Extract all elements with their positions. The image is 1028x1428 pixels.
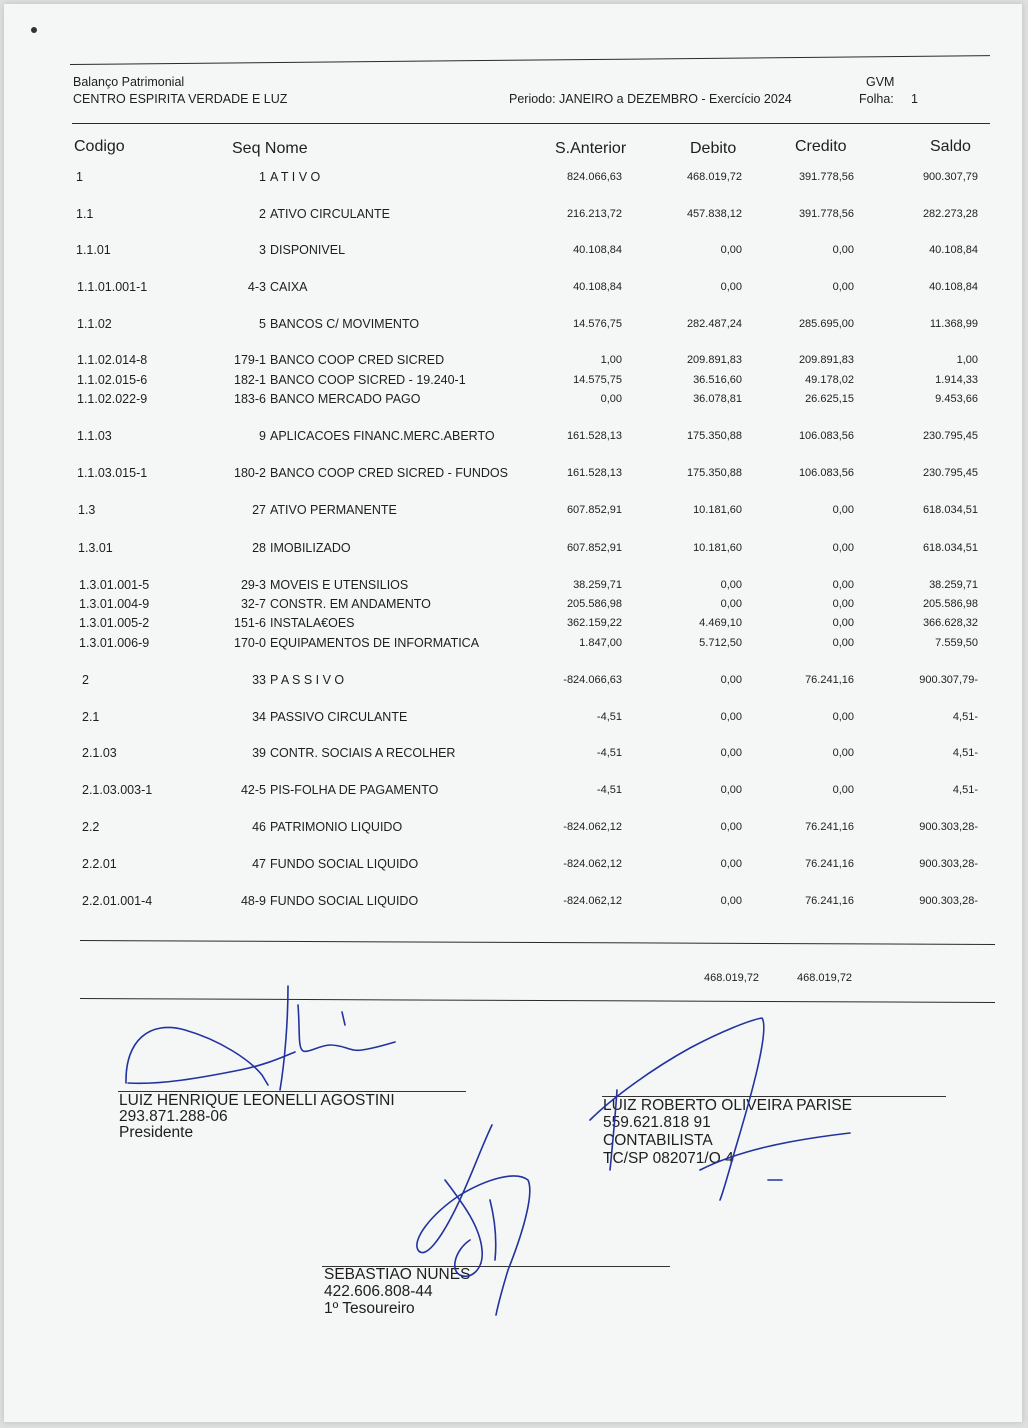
accountant-role: CONTABILISTA bbox=[603, 1132, 713, 1149]
previous-balance: 607.852,91 bbox=[566, 504, 622, 516]
accountant-id: 559.621.818 91 bbox=[603, 1114, 711, 1131]
account-name: CAIXA bbox=[270, 280, 308, 294]
balance-value: 900.303,28- bbox=[919, 858, 978, 870]
account-code: 1.1.03 bbox=[77, 429, 112, 443]
balance-value: 40.108,84 bbox=[929, 244, 978, 256]
account-name: CONTR. SOCIAIS A RECOLHER bbox=[270, 746, 456, 760]
balance-value: 4,51- bbox=[952, 747, 978, 759]
table-row bbox=[0, 353, 1028, 369]
account-name: CONSTR. EM ANDAMENTO bbox=[270, 597, 431, 611]
account-seq: 5 bbox=[259, 317, 266, 331]
account-seq: 183-6 bbox=[234, 392, 266, 406]
credit-value: 0,00 bbox=[832, 747, 854, 759]
report-title: Balanço Patrimonial bbox=[73, 75, 185, 89]
account-code: 1 bbox=[76, 170, 83, 184]
account-code: 1.1.03.015-1 bbox=[77, 466, 148, 480]
account-code: 2.1.03.003-1 bbox=[82, 783, 153, 797]
account-code: 1.3 bbox=[78, 503, 96, 517]
accountant-name: LUIZ ROBERTO OLIVEIRA PARISE bbox=[603, 1097, 852, 1114]
credit-value: 391.778,56 bbox=[798, 171, 854, 183]
balance-value: 282.273,28 bbox=[922, 208, 978, 220]
account-seq: 34 bbox=[252, 710, 266, 724]
credit-value: 0,00 bbox=[832, 281, 854, 293]
punch-mark bbox=[31, 27, 37, 33]
table-row bbox=[0, 243, 1028, 259]
president-id: 293.871.288-06 bbox=[119, 1108, 228, 1125]
credit-value: 0,00 bbox=[832, 711, 854, 723]
debit-value: 10.181,60 bbox=[693, 542, 742, 554]
previous-balance: -4,51 bbox=[596, 747, 622, 759]
credit-value: 209.891,83 bbox=[798, 354, 854, 366]
debit-value: 282.487,24 bbox=[686, 318, 742, 330]
debit-value: 0,00 bbox=[720, 858, 742, 870]
account-name: APLICACOES FINANC.MERC.ABERTO bbox=[270, 429, 495, 443]
header-bottom-rule bbox=[72, 123, 990, 124]
debit-value: 4.469,10 bbox=[699, 617, 742, 629]
credit-value: 106.083,56 bbox=[798, 430, 854, 442]
table-row bbox=[0, 503, 1028, 519]
account-code: 2.1.03 bbox=[82, 746, 117, 760]
balance-value: 1.914,33 bbox=[935, 374, 978, 386]
previous-balance: 40.108,84 bbox=[573, 244, 622, 256]
debit-value: 0,00 bbox=[720, 244, 742, 256]
account-seq: 29-3 bbox=[240, 578, 266, 592]
account-name: EQUIPAMENTOS DE INFORMATICA bbox=[270, 636, 480, 650]
account-name: ATIVO PERMANENTE bbox=[270, 503, 397, 517]
previous-balance: -824.066,63 bbox=[563, 674, 622, 686]
table-row bbox=[0, 783, 1028, 799]
table-row bbox=[0, 894, 1028, 910]
account-code: 2.2 bbox=[82, 820, 100, 834]
account-seq: 33 bbox=[252, 673, 266, 687]
account-code: 1.1.02.015-6 bbox=[77, 373, 148, 387]
table-row bbox=[0, 207, 1028, 223]
account-seq: 4-3 bbox=[247, 280, 266, 294]
debit-value: 0,00 bbox=[720, 784, 742, 796]
table-row bbox=[0, 429, 1028, 445]
total-credit: 468.019,72 bbox=[797, 972, 853, 984]
account-name: FUNDO SOCIAL LIQUIDO bbox=[270, 857, 419, 871]
credit-value: 285.695,00 bbox=[798, 318, 854, 330]
balance-value: 900.307,79- bbox=[919, 674, 978, 686]
previous-balance: 0,00 bbox=[600, 393, 622, 405]
previous-balance: 14.575,75 bbox=[573, 374, 622, 386]
credit-value: 0,00 bbox=[832, 504, 854, 516]
debit-value: 0,00 bbox=[720, 711, 742, 723]
previous-balance: 14.576,75 bbox=[573, 318, 622, 330]
credit-value: 76.241,16 bbox=[805, 674, 854, 686]
account-seq: 32-7 bbox=[240, 597, 266, 611]
balance-value: 900.307,79 bbox=[922, 171, 978, 183]
report-code: GVM bbox=[866, 75, 895, 89]
balance-value: 900.303,28- bbox=[919, 895, 978, 907]
previous-balance: 161.528,13 bbox=[566, 467, 622, 479]
credit-value: 0,00 bbox=[832, 542, 854, 554]
account-seq: 182-1 bbox=[234, 373, 266, 387]
table-row bbox=[0, 597, 1028, 613]
col-header-seq-name: Seq Nome bbox=[232, 140, 308, 157]
treasurer-id: 422.606.808-44 bbox=[324, 1283, 433, 1300]
credit-value: 0,00 bbox=[832, 598, 854, 610]
previous-balance: 161.528,13 bbox=[566, 430, 622, 442]
account-seq: 9 bbox=[259, 429, 266, 443]
credit-value: 0,00 bbox=[832, 637, 854, 649]
account-code: 1.1.02 bbox=[77, 317, 112, 331]
account-name: A T I V O bbox=[270, 170, 321, 184]
previous-balance: 362.159,22 bbox=[566, 617, 622, 629]
table-row bbox=[0, 466, 1028, 482]
credit-value: 49.178,02 bbox=[805, 374, 854, 386]
balance-value: 4,51- bbox=[952, 784, 978, 796]
president-name: LUIZ HENRIQUE LEONELLI AGOSTINI bbox=[119, 1092, 395, 1109]
debit-value: 0,00 bbox=[720, 747, 742, 759]
previous-balance: 1,00 bbox=[600, 354, 622, 366]
debit-value: 36.078,81 bbox=[693, 393, 742, 405]
debit-value: 209.891,83 bbox=[686, 354, 742, 366]
debit-value: 175.350,88 bbox=[686, 467, 742, 479]
table-row bbox=[0, 710, 1028, 726]
account-code: 2 bbox=[82, 673, 89, 687]
table-row bbox=[0, 636, 1028, 652]
treasurer-name: SEBASTIAO NUNES bbox=[324, 1266, 471, 1283]
account-name: PATRIMONIO LIQUIDO bbox=[270, 820, 403, 834]
account-code: 1.1.01 bbox=[76, 243, 111, 257]
col-header-credit: Credito bbox=[795, 138, 847, 155]
account-name: DISPONIVEL bbox=[270, 243, 346, 257]
account-name: BANCO COOP CRED SICRED - FUNDOS bbox=[270, 466, 508, 480]
account-code: 1.1.02.014-8 bbox=[77, 353, 148, 367]
credit-value: 0,00 bbox=[832, 579, 854, 591]
account-name: BANCO MERCADO PAGO bbox=[270, 392, 421, 406]
account-seq: 42-5 bbox=[240, 783, 266, 797]
debit-value: 10.181,60 bbox=[693, 504, 742, 516]
account-seq: 48-9 bbox=[240, 894, 266, 908]
table-row bbox=[0, 541, 1028, 557]
credit-value: 26.625,15 bbox=[805, 393, 854, 405]
previous-balance: -4,51 bbox=[596, 711, 622, 723]
account-code: 1.3.01.004-9 bbox=[79, 597, 150, 611]
account-seq: 1 bbox=[259, 170, 266, 184]
previous-balance: 40.108,84 bbox=[573, 281, 622, 293]
table-row bbox=[0, 170, 1028, 186]
account-code: 2.1 bbox=[82, 710, 100, 724]
account-seq: 27 bbox=[252, 503, 266, 517]
credit-value: 76.241,16 bbox=[805, 821, 854, 833]
balance-value: 1,00 bbox=[956, 354, 978, 366]
account-seq: 170-0 bbox=[234, 636, 266, 650]
account-seq: 179-1 bbox=[234, 353, 266, 367]
table-row bbox=[0, 373, 1028, 389]
balance-value: 366.628,32 bbox=[922, 617, 978, 629]
credit-value: 76.241,16 bbox=[805, 895, 854, 907]
account-code: 2.2.01.001-4 bbox=[82, 894, 153, 908]
entity-name: CENTRO ESPIRITA VERDADE E LUZ bbox=[73, 92, 288, 106]
balance-value: 618.034,51 bbox=[922, 542, 978, 554]
debit-value: 0,00 bbox=[720, 674, 742, 686]
credit-value: 76.241,16 bbox=[805, 858, 854, 870]
previous-balance: -4,51 bbox=[596, 784, 622, 796]
debit-value: 0,00 bbox=[720, 598, 742, 610]
debit-value: 0,00 bbox=[720, 281, 742, 293]
balance-value: 900.303,28- bbox=[919, 821, 978, 833]
table-row bbox=[0, 616, 1028, 632]
table-row bbox=[0, 746, 1028, 762]
account-name: IMOBILIZADO bbox=[270, 541, 351, 555]
balance-value: 230.795,45 bbox=[922, 467, 978, 479]
credit-value: 0,00 bbox=[832, 784, 854, 796]
balance-value: 230.795,45 bbox=[922, 430, 978, 442]
account-seq: 47 bbox=[252, 857, 266, 871]
debit-value: 0,00 bbox=[720, 895, 742, 907]
account-seq: 28 bbox=[252, 541, 266, 555]
credit-value: 391.778,56 bbox=[798, 208, 854, 220]
account-code: 1.3.01 bbox=[78, 541, 113, 555]
account-code: 2.2.01 bbox=[82, 857, 117, 871]
previous-balance: 824.066,63 bbox=[566, 171, 622, 183]
previous-balance: -824.062,12 bbox=[563, 858, 622, 870]
credit-value: 0,00 bbox=[832, 244, 854, 256]
account-name: PIS-FOLHA DE PAGAMENTO bbox=[270, 783, 439, 797]
debit-value: 0,00 bbox=[720, 579, 742, 591]
account-seq: 46 bbox=[252, 820, 266, 834]
balance-value: 9.453,66 bbox=[935, 393, 978, 405]
report-period: Periodo: JANEIRO a DEZEMBRO - Exercício 2024 bbox=[509, 92, 792, 106]
previous-balance: 216.213,72 bbox=[566, 208, 622, 220]
account-name: PASSIVO CIRCULANTE bbox=[270, 710, 408, 724]
debit-value: 457.838,12 bbox=[686, 208, 742, 220]
account-code: 1.3.01.006-9 bbox=[79, 636, 150, 650]
account-seq: 3 bbox=[259, 243, 266, 257]
debit-value: 468.019,72 bbox=[686, 171, 742, 183]
table-row bbox=[0, 857, 1028, 873]
table-row bbox=[0, 317, 1028, 333]
account-seq: 151-6 bbox=[234, 616, 266, 630]
table-row bbox=[0, 578, 1028, 594]
previous-balance: 205.586,98 bbox=[566, 598, 622, 610]
col-header-debit: Debito bbox=[690, 140, 737, 157]
account-name: BANCO COOP CRED SICRED bbox=[270, 353, 445, 367]
balance-value: 205.586,98 bbox=[922, 598, 978, 610]
debit-value: 0,00 bbox=[720, 821, 742, 833]
account-name: P A S S I V O bbox=[270, 673, 345, 687]
sheet-label: Folha: bbox=[859, 92, 894, 106]
sheet-number: 1 bbox=[911, 92, 918, 106]
treasurer-role: 1º Tesoureiro bbox=[324, 1300, 415, 1317]
table-row bbox=[0, 392, 1028, 408]
account-code: 1.1.01.001-1 bbox=[77, 280, 148, 294]
account-name: FUNDO SOCIAL LIQUIDO bbox=[270, 894, 419, 908]
account-seq: 2 bbox=[259, 207, 266, 221]
previous-balance: 38.259,71 bbox=[573, 579, 622, 591]
previous-balance: -824.062,12 bbox=[563, 895, 622, 907]
account-name: BANCOS C/ MOVIMENTO bbox=[270, 317, 420, 331]
accountant-registration: TC/SP 082071/O 4 bbox=[603, 1150, 734, 1167]
balance-value: 7.559,50 bbox=[935, 637, 978, 649]
debit-value: 36.516,60 bbox=[693, 374, 742, 386]
balance-value: 4,51- bbox=[952, 711, 978, 723]
previous-balance: 1.847,00 bbox=[579, 637, 622, 649]
credit-value: 106.083,56 bbox=[798, 467, 854, 479]
account-name: BANCO COOP SICRED - 19.240-1 bbox=[270, 373, 466, 387]
col-header-previous: S.Anterior bbox=[555, 140, 627, 157]
previous-balance: -824.062,12 bbox=[563, 821, 622, 833]
account-code: 1.3.01.005-2 bbox=[79, 616, 150, 630]
balance-value: 38.259,71 bbox=[929, 579, 978, 591]
col-header-code: Codigo bbox=[74, 138, 125, 155]
table-row bbox=[0, 280, 1028, 296]
president-role: Presidente bbox=[119, 1124, 194, 1141]
table-row bbox=[0, 673, 1028, 689]
account-code: 1.3.01.001-5 bbox=[79, 578, 150, 592]
account-name: INSTALA€OES bbox=[270, 616, 355, 630]
account-name: ATIVO CIRCULANTE bbox=[270, 207, 390, 221]
table-row bbox=[0, 820, 1028, 836]
credit-value: 0,00 bbox=[832, 617, 854, 629]
account-code: 1.1.02.022-9 bbox=[77, 392, 148, 406]
debit-value: 175.350,88 bbox=[686, 430, 742, 442]
previous-balance: 607.852,91 bbox=[566, 542, 622, 554]
col-header-balance: Saldo bbox=[930, 138, 971, 155]
balance-value: 618.034,51 bbox=[922, 504, 978, 516]
account-seq: 39 bbox=[252, 746, 266, 760]
account-seq: 180-2 bbox=[234, 466, 266, 480]
balance-value: 11.368,99 bbox=[929, 318, 978, 330]
debit-value: 5.712,50 bbox=[699, 637, 742, 649]
account-name: MOVEIS E UTENSILIOS bbox=[270, 578, 409, 592]
balance-value: 40.108,84 bbox=[929, 281, 978, 293]
total-debit: 468.019,72 bbox=[704, 972, 760, 984]
account-code: 1.1 bbox=[76, 207, 94, 221]
